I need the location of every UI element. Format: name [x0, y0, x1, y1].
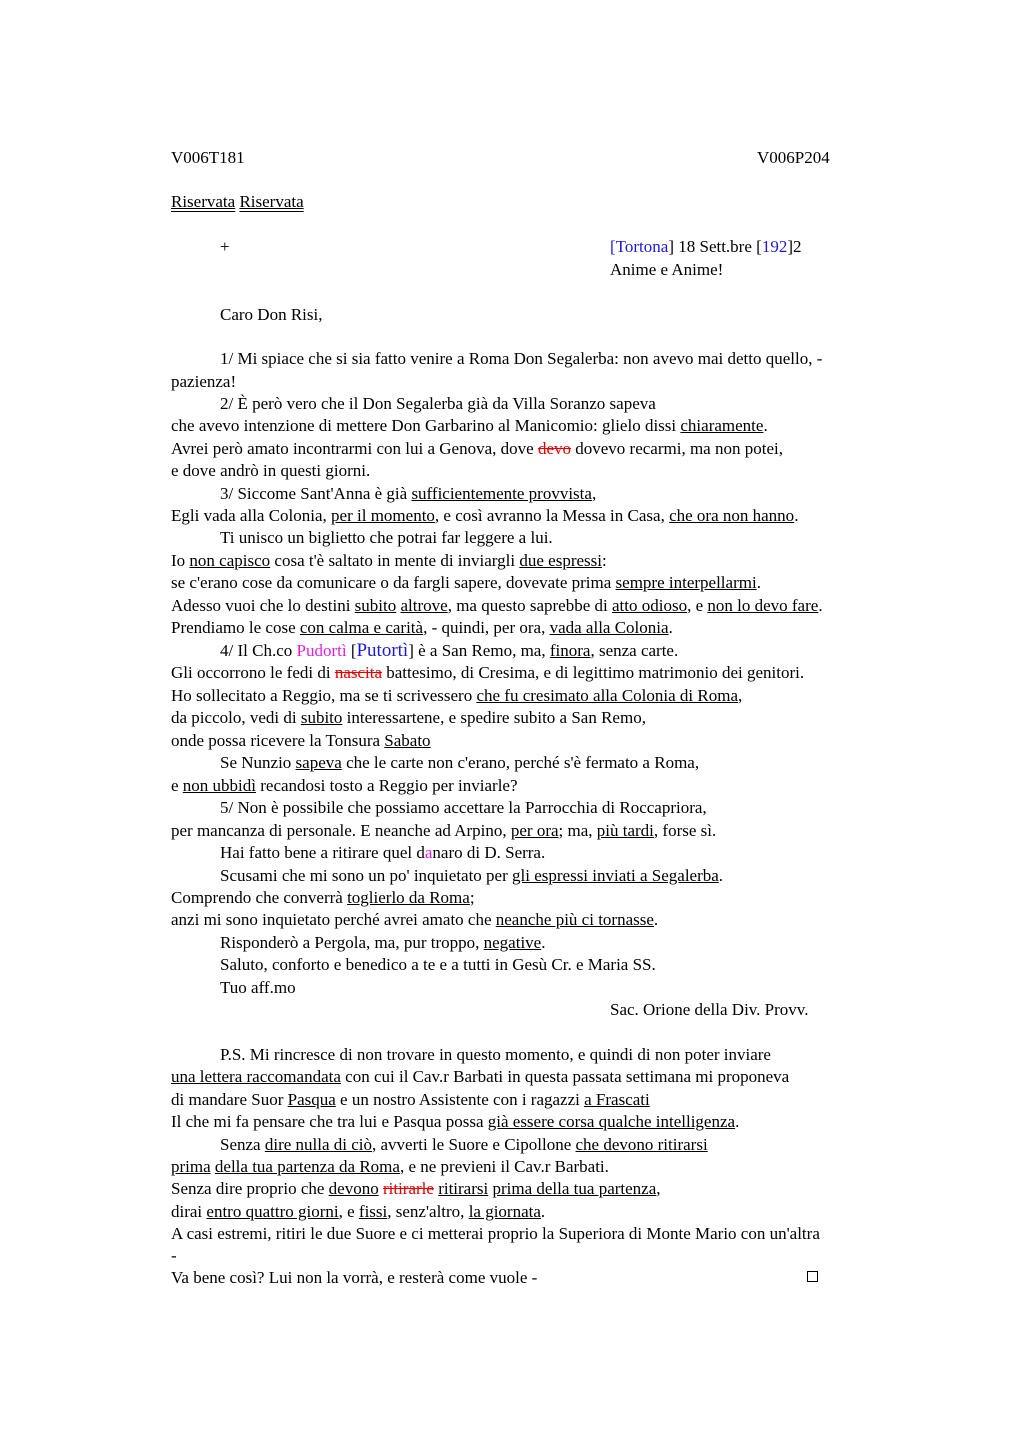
ps-line: -: [171, 1246, 177, 1265]
body-line: 5/ Non è possibile che possiamo accettare la Parrocchia di Roccapriora,: [220, 798, 707, 817]
body-line: da piccolo, vedi di subito interessartene, e spedire subito a San Remo,: [171, 708, 646, 727]
body-line: Saluto, conforto e benedico a te e a tutti in Gesù Cr. e Maria SS.: [220, 955, 656, 974]
body-line: 3/ Siccome Sant'Anna è già sufficientemente provvista,: [220, 484, 597, 503]
ps-line: una lettera raccomandata con cui il Cav.r Barbati in questa passata settimana mi proponeva: [171, 1067, 790, 1086]
body-line: Ti unisco un biglietto che potrai far leggere a lui.: [220, 528, 553, 547]
body-line: Adesso vuoi che lo destini subito altrove, ma questo saprebbe di atto odioso, e non lo devo fare.: [171, 596, 823, 615]
body-line: Hai fatto bene a ritirare quel danaro di D. Serra.: [220, 843, 546, 862]
body-line: Egli vada alla Colonia, per il momento, e così avranno la Messa in Casa, che ora non hanno.: [171, 506, 799, 525]
motto: Anime e Anime!: [610, 260, 724, 279]
ps-line: prima della tua partenza da Roma, e ne previeni il Cav.r Barbati.: [171, 1157, 609, 1176]
body-line: anzi mi sono inquietato perché avrei amato che neanche più ci tornasse.: [171, 910, 659, 929]
ps-line: Il che mi fa pensare che tra lui e Pasqua possa già essere corsa qualche intelligenza.: [171, 1112, 740, 1131]
signature: Sac. Orione della Div. Provv.: [610, 1000, 809, 1019]
body-line: Io non capisco cosa t'è saltato in mente di inviargli due espressi:: [171, 551, 607, 570]
dateline: [Tortona] 18 Sett.bre [192]2: [610, 237, 802, 256]
ps-line: A casi estremi, ritiri le due Suore e ci metterai proprio la Superiora di Monte Mario con un'altra: [171, 1224, 820, 1243]
salutation: Caro Don Risi,: [220, 305, 323, 324]
ps-line: Senza dire nulla di ciò, avverti le Suore e Cipollone che devono ritirarsi: [220, 1135, 708, 1154]
body-line: Se Nunzio sapeva che le carte non c'erano, perché s'è fermato a Roma,: [220, 753, 700, 772]
body-line: Risponderò a Pergola, ma, pur troppo, negative.: [220, 933, 546, 952]
ref-left: V006T181: [171, 148, 245, 167]
body-line: onde possa ricevere la Tonsura Sabato: [171, 731, 431, 750]
body-line: che avevo intenzione di mettere Don Garbarino al Manicomio: glielo dissi chiaramente.: [171, 416, 768, 435]
end-box-icon: [807, 1271, 818, 1282]
closing: Tuo aff.mo: [220, 978, 296, 997]
body-line: pazienza!: [171, 372, 237, 391]
body-line: Avrei però amato incontrarmi con lui a Genova, dove devo dovevo recarmi, ma non potei,: [171, 439, 783, 458]
classification: Riservata Riservata: [171, 192, 304, 211]
body-line: Comprendo che converrà toglierlo da Roma;: [171, 888, 475, 907]
body-line: 4/ Il Ch.co Pudortì [Putortì] è a San Remo, ma, finora, senza carte.: [220, 640, 679, 661]
ps-line: Senza dire proprio che devono ritirarle ritirarsi prima della tua partenza,: [171, 1179, 661, 1198]
body-line: Scusami che mi sono un po' inquietato per gli espressi inviati a Segalerba.: [220, 866, 724, 885]
cross-symbol: +: [220, 237, 230, 256]
body-line: 2/ È però vero che il Don Segalerba già da Villa Soranzo sapeva: [220, 394, 656, 413]
body-line: se c'erano cose da comunicare o da fargli sapere, dovevate prima sempre interpellarmi.: [171, 573, 761, 592]
ps-line: P.S. Mi rincresce di non trovare in questo momento, e quindi di non poter inviare: [220, 1045, 771, 1064]
body-line: e dove andrò in questi giorni.: [171, 461, 371, 480]
body-line: per mancanza di personale. E neanche ad Arpino, per ora; ma, più tardi, forse sì.: [171, 821, 717, 840]
ps-line: di mandare Suor Pasqua e un nostro Assistente con i ragazzi a Frascati: [171, 1090, 650, 1109]
ref-right: V006P204: [757, 148, 830, 167]
body-line: 1/ Mi spiace che si sia fatto venire a Roma Don Segalerba: non avevo mai detto quello, -: [220, 349, 823, 368]
body-line: Prendiamo le cose con calma e carità, - quindi, per ora, vada alla Colonia.: [171, 618, 673, 637]
ps-line: dirai entro quattro giorni, e fissi, senz'altro, la giornata.: [171, 1202, 546, 1221]
body-line: Gli occorrono le fedi di nascita battesimo, di Cresima, e di legittimo matrimonio dei genitori.: [171, 663, 805, 682]
body-line: e non ubbidì recandosi tosto a Reggio per inviarle?: [171, 776, 518, 795]
ps-line: Va bene così? Lui non la vorrà, e resterà come vuole -: [171, 1268, 538, 1287]
body-line: Ho sollecitato a Reggio, ma se ti scrivessero che fu cresimato alla Colonia di Roma,: [171, 686, 743, 705]
